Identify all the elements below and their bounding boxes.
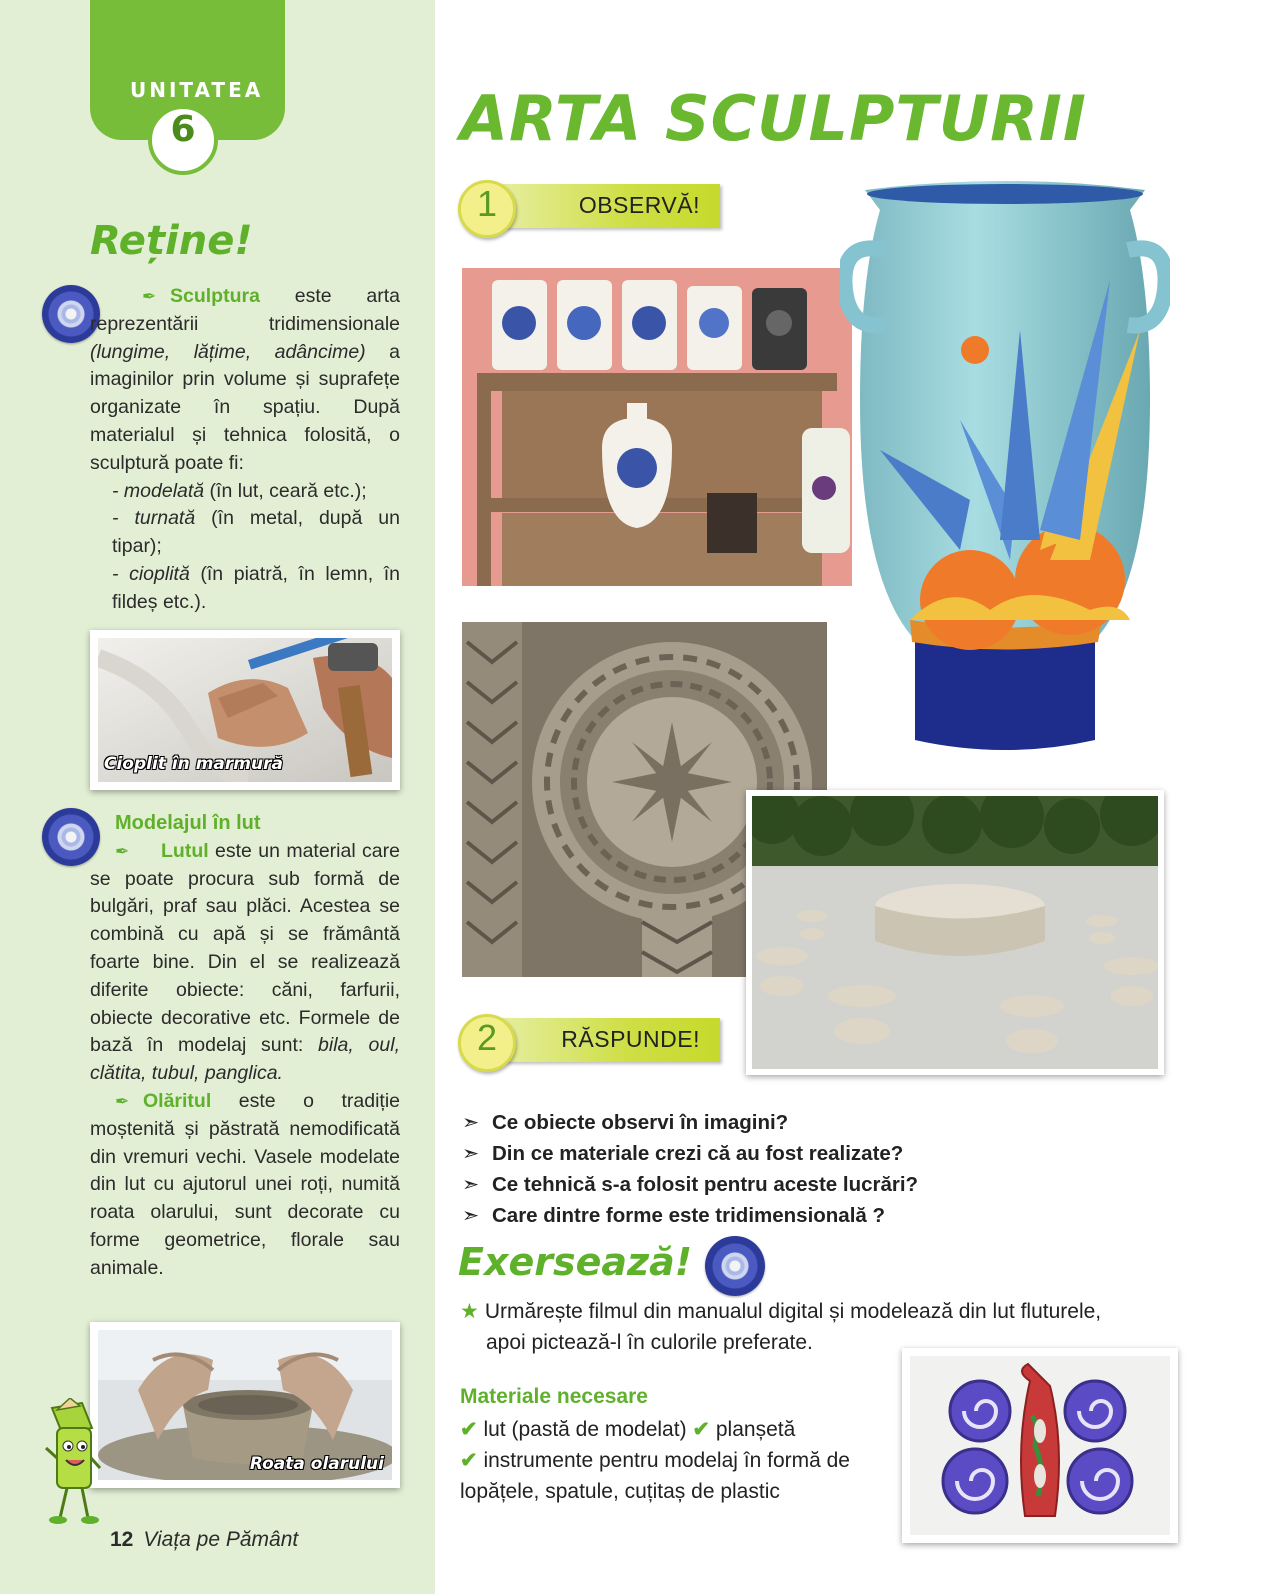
arrow-icon: ➣ (462, 1142, 480, 1165)
list-item: - modelată (în lut, ceară etc.); (112, 479, 367, 502)
materials-list: ✔ lut (pastă de modelat) ✔ planșetă ✔ instrumente pentru modelaj în formă de lopățele, spatule, cuțitaș de plastic (460, 1418, 850, 1503)
photo-caption: Roata olarului (249, 1454, 384, 1474)
keyword-lutul: Lutul (161, 839, 209, 862)
materials-heading: Materiale necesare (460, 1385, 648, 1408)
photo-caption: Cioplit în marmură (104, 754, 283, 774)
arrow-icon: ➣ (462, 1111, 480, 1134)
check-icon: ✔ (460, 1449, 478, 1472)
clay-butterfly-image (910, 1356, 1170, 1535)
potters-wheel-photo (90, 1322, 400, 1488)
page-title: ARTA SCULPTURII (460, 82, 1087, 155)
pencil-mascot-icon (42, 1398, 102, 1528)
keyword-olaritul: Olăritul (143, 1089, 212, 1112)
table-of-silence-image (752, 796, 1158, 1069)
section-label: RĂSPUNDE! (561, 1026, 700, 1052)
list-item: - cioplită (în piatră, în lemn, în fildeș etc.). (112, 562, 400, 613)
marble-carving-photo (90, 630, 400, 790)
question-item: ➣ Ce obiecte observi în imagini? (462, 1111, 789, 1134)
list-item: - turnată (în metal, după un tipar); (112, 507, 400, 558)
exercise-task: ★ Urmărește filmul din manualul digital și modelează din lut fluturele, apoi pictează-l în culorile preferate. (460, 1300, 1102, 1354)
unit-label: UNITATEA (130, 78, 264, 102)
clay-butterfly-photo (902, 1348, 1178, 1543)
question-item: ➣ Care dintre forme este tridimensională ? (462, 1204, 886, 1227)
pen-icon: ✒ (115, 841, 130, 861)
pen-icon: ✒ (142, 287, 157, 306)
pen-icon: ✒ (115, 1091, 130, 1111)
book-title: Viața pe Pământ (143, 1528, 299, 1551)
unit-number: 6 (148, 105, 218, 175)
page-footer (110, 1528, 298, 1552)
page-number: 12 (110, 1528, 134, 1551)
modelaj-section: Modelajul în lut ✒ Lutul este un material care se poate procura sub formă de bulgări, praf sau plăci. Acestea se combină cu apă și se frământă foarte bine. Din el se realizează diferite obiecte: căni, farfurii, obiecte decorative etc. Formele de bază în modelaj sunt: bila, oul, clătita, tubul, panglica. ✒ Olăritul este o tradiție moștenită și păstrată nemodificată din vremuri vechi. Vasele modelate din lut cu ajutorul unei roți, numită roata olarului, sunt decorate cu forme geometrice, florale sau animale. (90, 812, 400, 1279)
check-icon: ✔ (460, 1418, 478, 1441)
question-item: ➣ Din ce materiale crezi că au fost realizate? (462, 1142, 904, 1165)
vase-photo (840, 180, 1170, 755)
retine-heading: Reține! (90, 218, 253, 264)
modelaj-heading: Modelajul în lut (115, 812, 261, 834)
check-icon: ✔ (692, 1418, 711, 1441)
table-of-silence-photo (746, 790, 1164, 1075)
arrow-icon: ➣ (462, 1173, 480, 1196)
section-raspunde (458, 1014, 720, 1068)
sculptura-definition: ✒ Sculptura este arta reprezentării tridimensionale (lungime, lățime, adâncime) a imaginilor prin volume și suprafețe organizate în spațiu. După materialul și tehnica folosită, o sculptură poate fi: - modelată (în lut, ceară etc.); - turnată (în metal, după un tipar); - cioplită (în piatră, în lemn, în fildeș etc.). (90, 283, 400, 617)
exercise-heading: Exersează! (458, 1240, 693, 1284)
keyword-sculptura: Sculptura (170, 285, 260, 307)
star-icon: ★ (460, 1300, 479, 1323)
section-observa (458, 180, 720, 234)
ceramics-shelf-photo (462, 268, 852, 586)
section-number: 2 (458, 1014, 516, 1072)
section-number: 1 (458, 180, 516, 238)
disc-icon[interactable] (705, 1236, 765, 1296)
arrow-icon: ➣ (462, 1204, 480, 1227)
section-label: OBSERVĂ! (578, 192, 700, 218)
question-item: ➣ Ce tehnică s-a folosit pentru aceste lucrări? (462, 1173, 919, 1196)
